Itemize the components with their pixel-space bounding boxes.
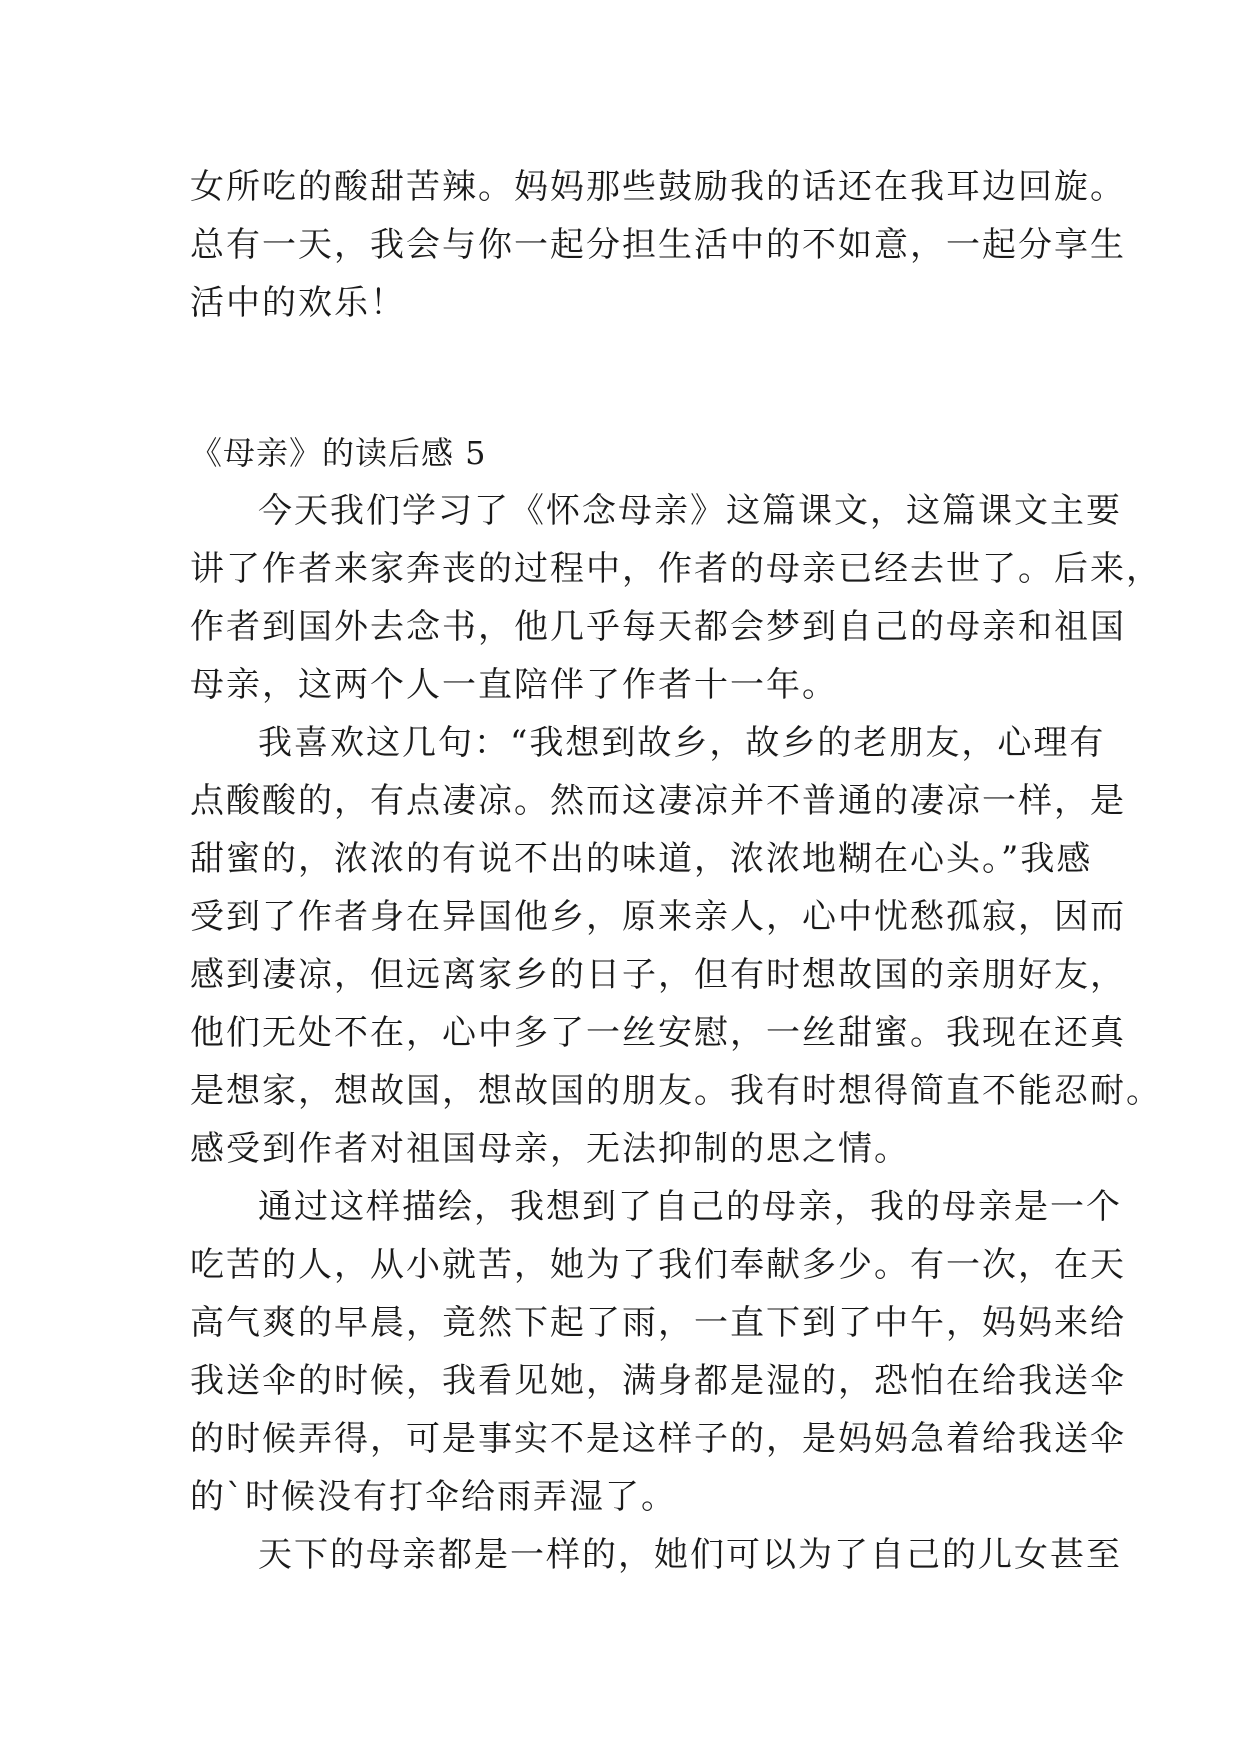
paragraph-2 (190, 714, 1162, 1178)
section-title: 《母亲》的读后感 5 (190, 434, 487, 472)
text-line: 感到凄凉，但远离家乡的日子，但有时想故国的亲朋好友， (190, 955, 1126, 995)
top-paragraph (190, 158, 1126, 332)
text-line: 是想家，想故国，想故国的朋友。我有时想得简直不能忍耐。 (190, 1071, 1162, 1111)
text-line: 感受到作者对祖国母亲，无法抑制的思之情。 (190, 1129, 910, 1169)
text-line: 我喜欢这几句：“我想到故乡，故乡的老朋友，心理有 (258, 723, 1106, 763)
text-line: 的`时候没有打伞给雨弄湿了。 (190, 1477, 677, 1517)
text-line: 讲了作者来家奔丧的过程中，作者的母亲已经去世了。后来， (190, 549, 1162, 589)
paragraph-1 (190, 482, 1162, 714)
text-line: 活中的欢乐！ (190, 283, 406, 323)
text-line: 的时候弄得，可是事实不是这样子的，是妈妈急着给我送伞 (190, 1419, 1126, 1459)
text-line: 作者到国外去念书，他几乎每天都会梦到自己的母亲和祖国 (190, 607, 1126, 647)
document-body (190, 158, 1162, 1584)
text-line: 高气爽的早晨，竟然下起了雨，一直下到了中午，妈妈来给 (190, 1303, 1126, 1343)
text-line: 今天我们学习了《怀念母亲》这篇课文，这篇课文主要 (258, 491, 1122, 531)
text-line: 他们无处不在，心中多了一丝安慰，一丝甜蜜。我现在还真 (190, 1013, 1126, 1053)
paragraph-4 (190, 1526, 1122, 1584)
text-line: 甜蜜的，浓浓的有说不出的味道，浓浓地糊在心头。”我感 (190, 839, 1093, 879)
paragraph-gap (190, 332, 1070, 424)
text-line: 母亲，这两个人一直陪伴了作者十一年。 (190, 665, 838, 705)
text-line: 我送伞的时候，我看见她，满身都是湿的，恐怕在给我送伞 (190, 1361, 1126, 1401)
text-line: 女所吃的酸甜苦辣。妈妈那些鼓励我的话还在我耳边回旋。 (190, 167, 1126, 207)
text-line: 点酸酸的，有点凄凉。然而这凄凉并不普通的凄凉一样，是 (190, 781, 1126, 821)
text-line: 总有一天，我会与你一起分担生活中的不如意，一起分享生 (190, 225, 1126, 265)
text-line: 吃苦的人，从小就苦，她为了我们奉献多少。有一次，在天 (190, 1245, 1126, 1285)
paragraph-3 (190, 1178, 1126, 1526)
text-line: 受到了作者身在异国他乡，原来亲人，心中忧愁孤寂，因而 (190, 897, 1126, 937)
text-line: 天下的母亲都是一样的，她们可以为了自己的儿女甚至 (258, 1535, 1122, 1575)
text-line: 通过这样描绘，我想到了自己的母亲，我的母亲是一个 (258, 1187, 1122, 1227)
